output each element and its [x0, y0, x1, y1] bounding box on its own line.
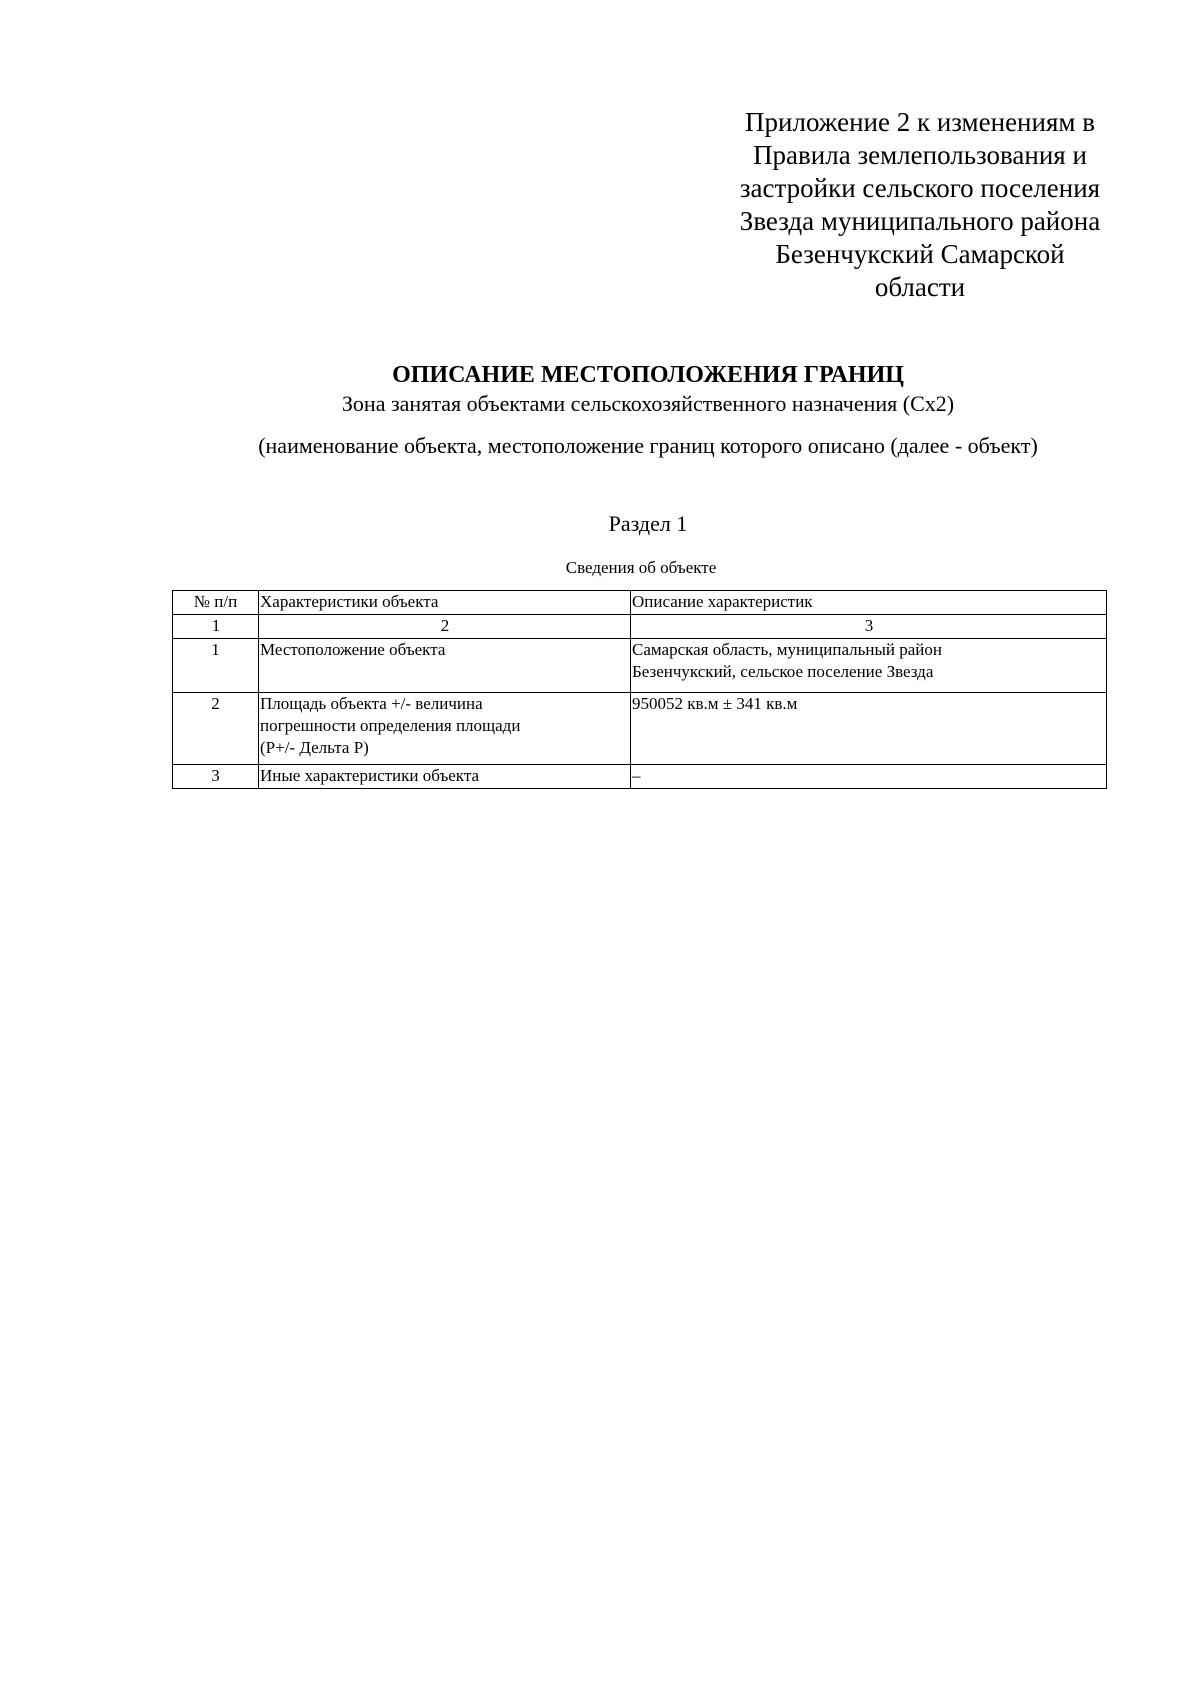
row-number: 2: [173, 693, 259, 765]
appendix-line: застройки сельского поселения: [739, 173, 1101, 203]
row-characteristic: Иные характеристики объекта: [259, 765, 631, 789]
description-line: Безенчукский, сельское поселение Звезда: [632, 662, 934, 681]
characteristic-line: Площадь объекта +/- величина: [260, 694, 483, 713]
appendix-line: Безенчукский Самарской: [775, 239, 1065, 269]
row-description: 950052 кв.м ± 341 кв.м: [631, 693, 1107, 765]
header-description: Описание характеристик: [631, 591, 1107, 615]
table-header-row: [173, 591, 1107, 615]
document-title: ОПИСАНИЕ МЕСТОПОЛОЖЕНИЯ ГРАНИЦ: [392, 362, 904, 388]
table-column-numbers-row: [173, 615, 1107, 639]
zone-name: Зона занятая объектами сельскохозяйственного назначения (Сх2): [341, 391, 955, 416]
appendix-line: области: [874, 272, 966, 302]
appendix-line: Правила землепользования и: [753, 140, 1087, 170]
table-row: [173, 765, 1107, 789]
row-description: [631, 639, 1107, 693]
characteristic-line: (Р+/- Дельта Р): [260, 738, 369, 757]
characteristic-line: погрешности определения площади: [260, 716, 521, 735]
section-title: Раздел 1: [608, 511, 688, 536]
row-characteristic: [259, 693, 631, 765]
appendix-line: Приложение 2 к изменениям в: [745, 107, 1095, 137]
table-caption: Сведения об объекте: [565, 558, 717, 577]
header-number: № п/п: [173, 591, 259, 615]
object-caption: (наименование объекта, местоположение границ которого описано (далее - объект): [258, 433, 1038, 458]
row-characteristic: Местоположение объекта: [259, 639, 631, 693]
object-info-table: [172, 590, 1107, 789]
description-line: Самарская область, муниципальный район: [632, 640, 943, 659]
table-row: [173, 639, 1107, 693]
column-number: 2: [259, 615, 631, 639]
row-number: 1: [173, 639, 259, 693]
table-row: [173, 693, 1107, 765]
row-number: 3: [173, 765, 259, 789]
column-number: 3: [631, 615, 1107, 639]
column-number: 1: [173, 615, 259, 639]
row-description: –: [631, 765, 1107, 789]
appendix-line: Звезда муниципального района: [739, 206, 1101, 236]
header-characteristic: Характеристики объекта: [259, 591, 631, 615]
appendix-header: [720, 106, 1120, 304]
